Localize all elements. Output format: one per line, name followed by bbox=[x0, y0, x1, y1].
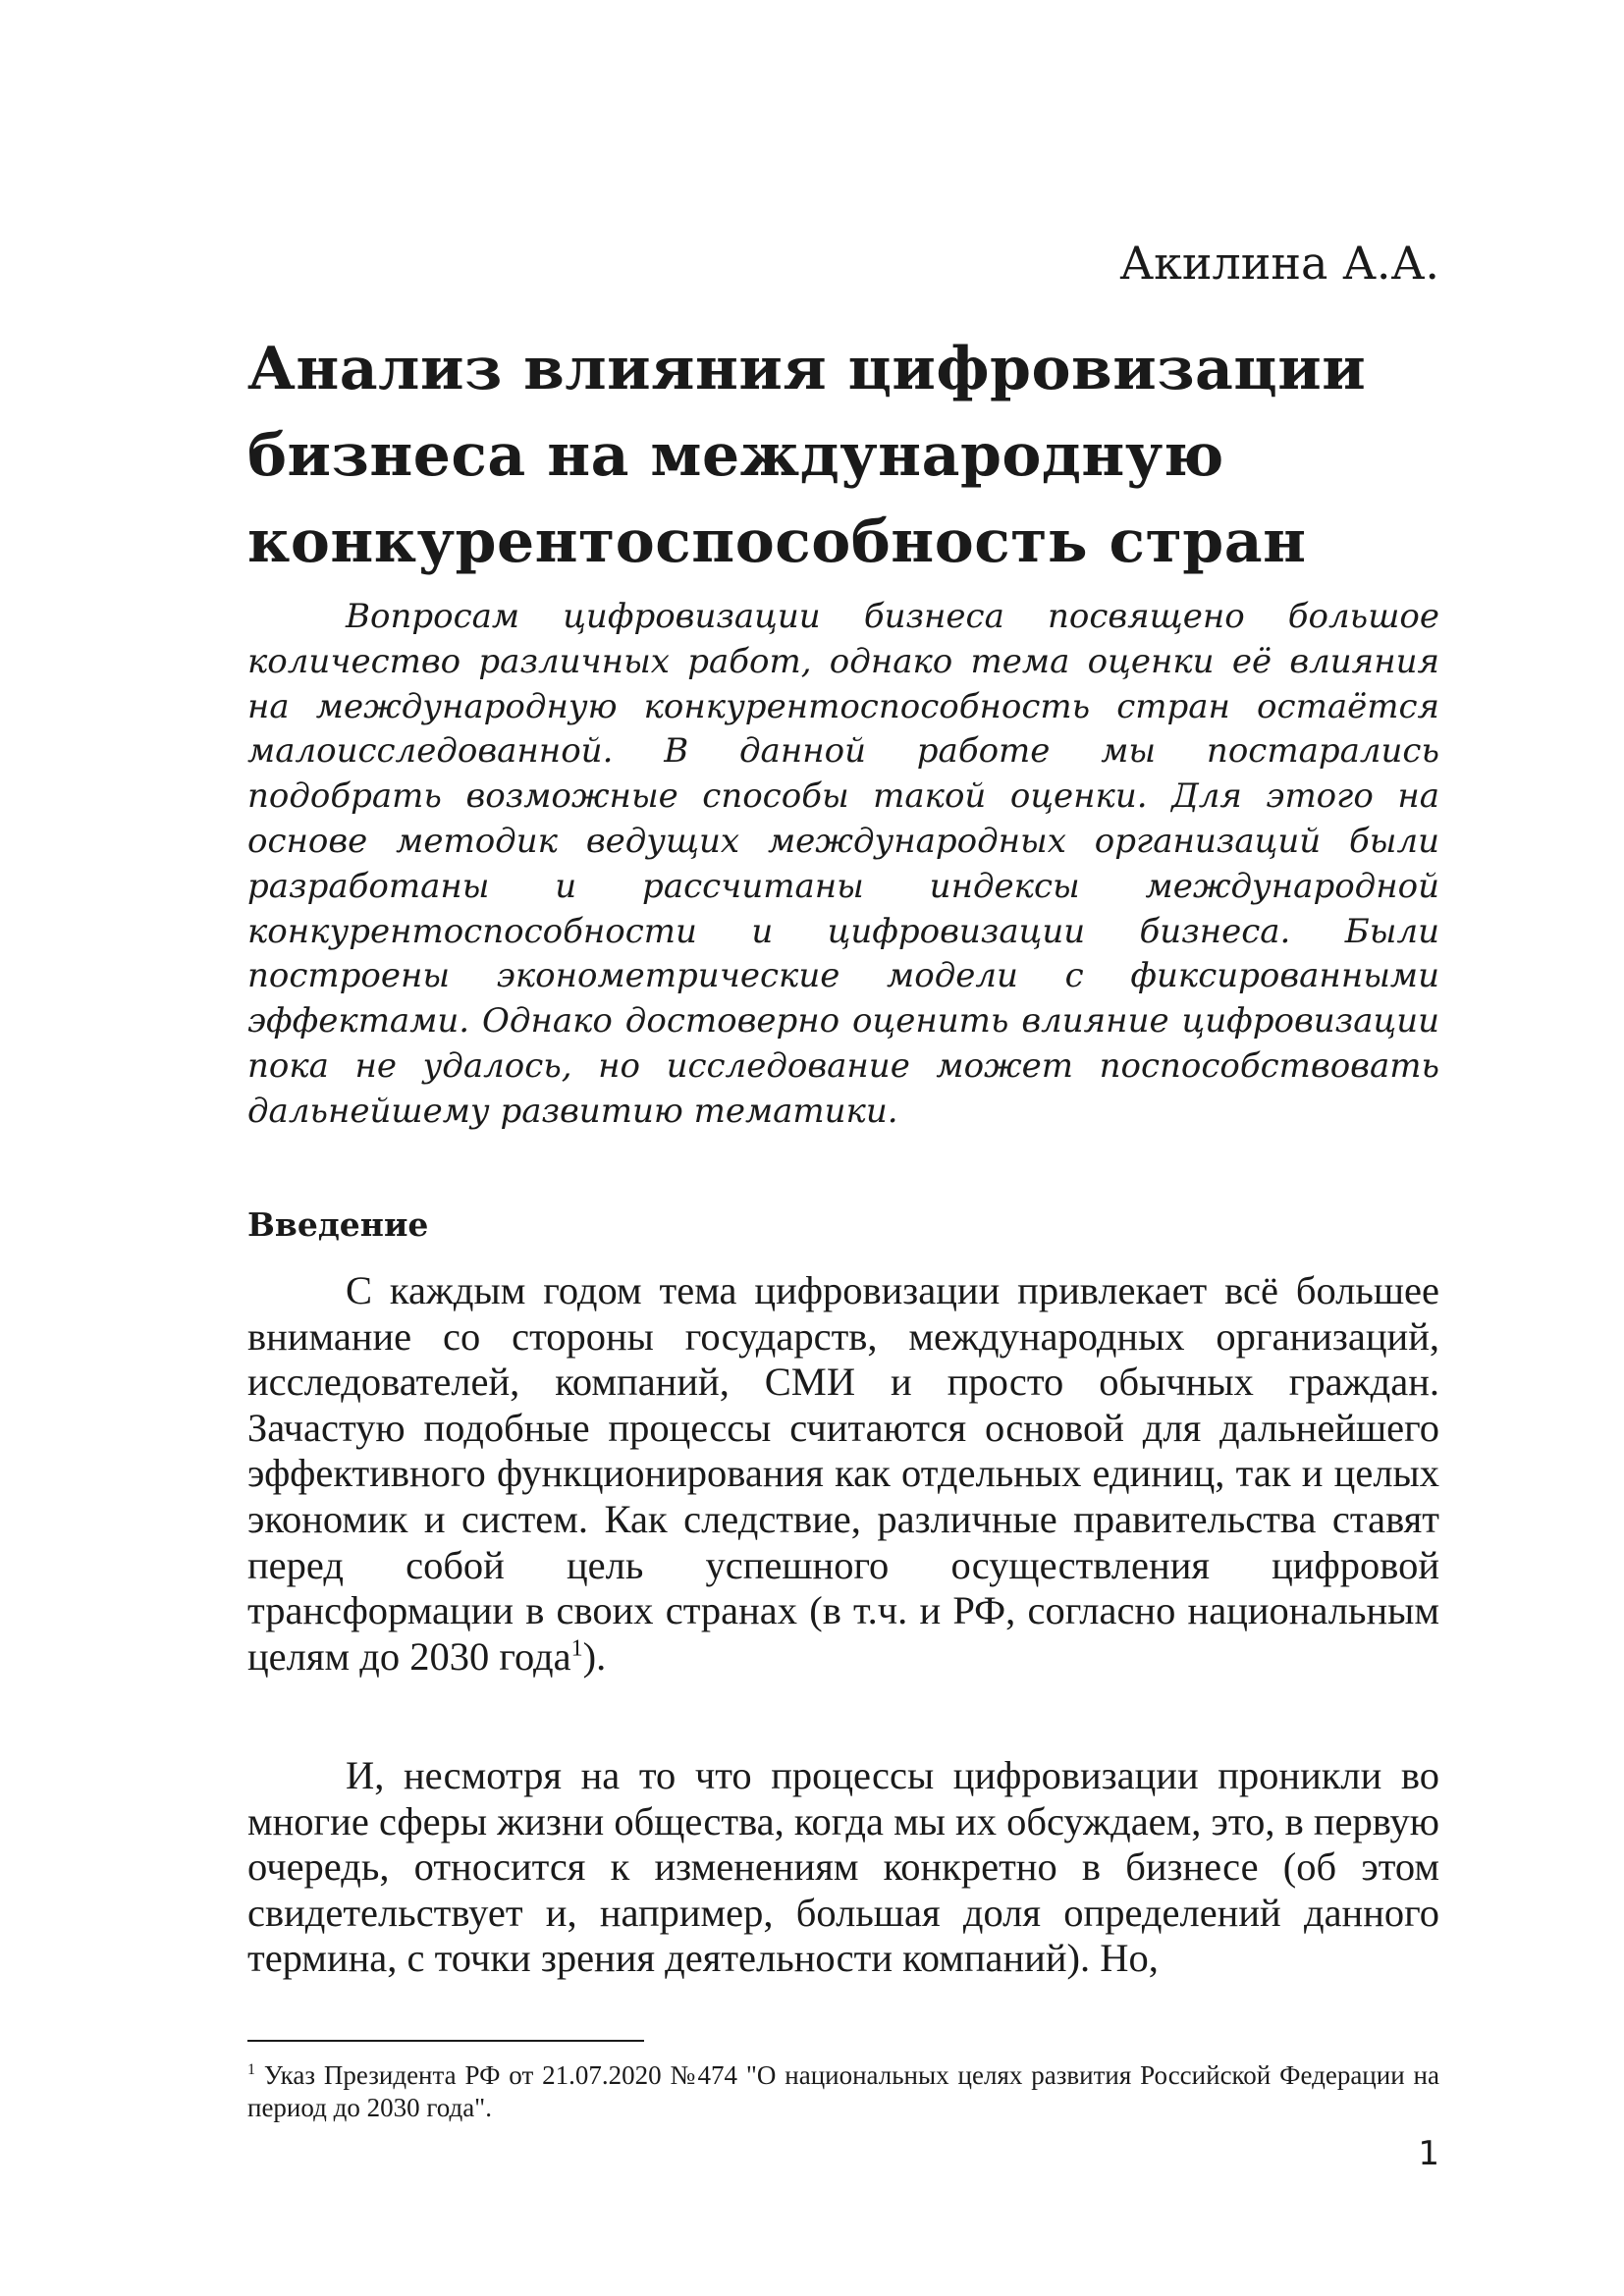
paragraph-1-text: С каждым годом тема цифровизации привлекает всё большее внимание со стороны государств, международных организаций, исследователей, компаний, СМИ и просто обычных граждан. Зачастую подобные процессы считаются основой для дальнейшего эффективного функционирования как отдельных единиц, так и целых экономик и систем. Как следствие, различные правительства ставят перед собой цель успешного осуществления цифровой трансформации в своих странах (в т.ч. и РФ, согласно национальным целям до 2030 года bbox=[247, 1268, 1439, 1679]
paragraph-1-tail: ). bbox=[582, 1633, 607, 1679]
paper-title bbox=[247, 326, 1439, 585]
title-line-3: конкурентоспособность стран bbox=[247, 507, 1307, 576]
footnote-text: Указ Президента РФ от 21.07.2020 №474 "О национальных целях развития Российской Федерации на период до 2030 года". bbox=[247, 2060, 1439, 2122]
page-number: 1 bbox=[1418, 2134, 1439, 2173]
footnote-separator bbox=[247, 2040, 644, 2042]
footnote bbox=[247, 2059, 1439, 2124]
abstract: Вопросам цифровизации бизнеса посвящено большое количество различных работ, однако тема оценки её влияния на международную конкурентоспособность стран остаётся малоисследованной. В данной работе мы постарались подобрать возможные способы такой оценки. Для этого на основе методик ведущих международных организаций были разработаны и рассчитаны индексы международной конкурентоспособности и цифровизации бизнеса. Были построены эконометрические модели с фиксированными эффектами. Однако достоверно оценить влияние цифровизации пока не удалось, но исследование может поспособствовать дальнейшему развитию тематики. bbox=[247, 597, 1439, 1131]
title-line-2: бизнеса на международную bbox=[247, 421, 1224, 490]
section-heading-introduction: Введение bbox=[247, 1205, 429, 1244]
author-name: Акилина А.А. bbox=[1119, 237, 1439, 290]
footnote-marker: 1 bbox=[247, 2061, 255, 2078]
title-line-1: Анализ влияния цифровизации bbox=[247, 335, 1367, 403]
body-paragraph-1 bbox=[247, 1268, 1439, 1680]
body-paragraph-2: И, несмотря на то что процессы цифровизации проникли во многие сферы жизни общества, когда мы их обсуждаем, это, в первую очередь, относится к изменениям конкретно в бизнесе (об этом свидетельствует и, например, большая доля определений данного термина, с точки зрения деятельности компаний). Но, bbox=[247, 1753, 1439, 1981]
footnote-reference[interactable]: 1 bbox=[570, 1635, 583, 1662]
